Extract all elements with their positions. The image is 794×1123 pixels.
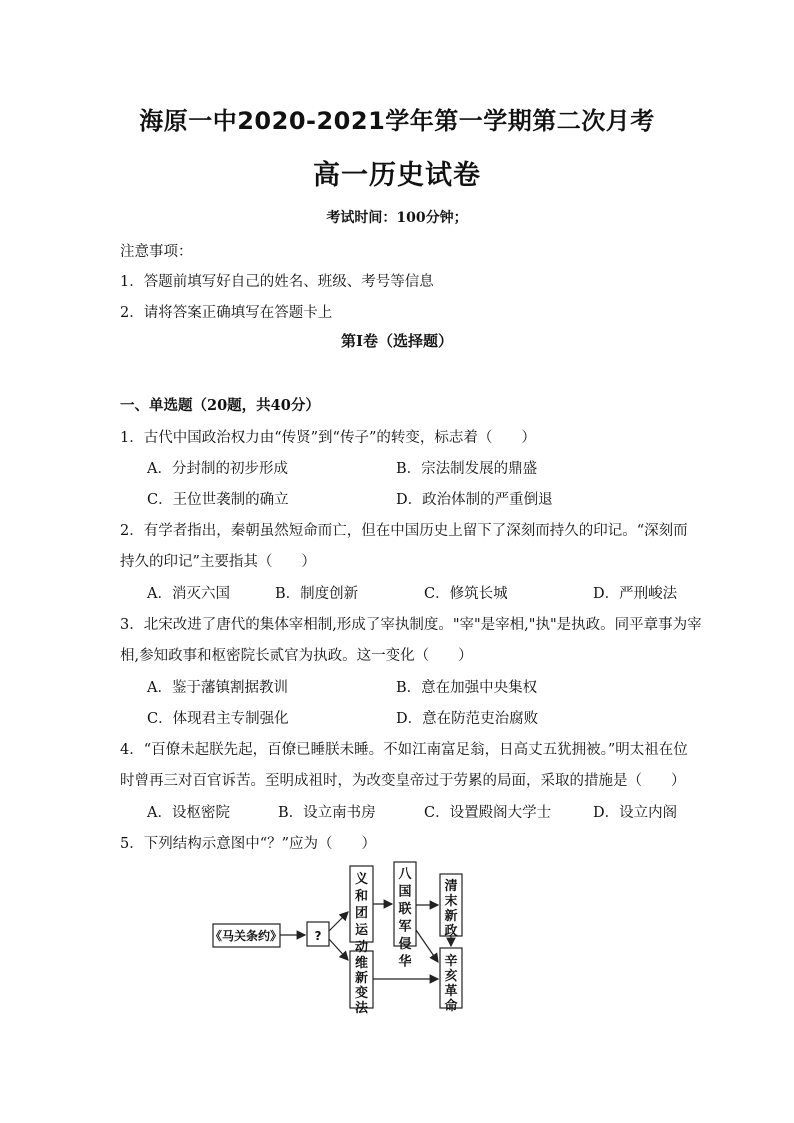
arrow — [329, 912, 348, 931]
exam-subtitle: 高一历史试卷 — [313, 160, 481, 191]
box-unknown-label: ? — [314, 929, 322, 943]
note-item: 2．请将答案正确填写在答题卡上 — [120, 305, 333, 321]
note-item: 1．答题前填写好自己的姓名、班级、考号等信息 — [120, 274, 434, 290]
question-4-option-b: B．设立南书房 — [278, 805, 376, 821]
box-treaty-label: 《马关条约》 — [209, 929, 283, 943]
question-1-option-b: B．宗法制发展的鼎盛 — [396, 461, 538, 477]
question-4-option-c: C．设置殿阁大学士 — [424, 805, 552, 821]
question-2-option-d: D．严刑峻法 — [593, 586, 678, 602]
question-4-stem: 4．“百僚未起朕先起，百僚已睡朕未睡。不如江南富足翁，日高丈五犹拥被。”明太祖在位 — [120, 742, 688, 758]
exam-title: 海原一中2020-2021学年第一学期第二次月考 — [139, 107, 655, 135]
exam-time: 考试时间：100分钟； — [326, 210, 468, 226]
question-3-option-b: B．意在加强中央集权 — [396, 680, 538, 696]
box-boxer-label: 义和团运动 — [354, 872, 369, 955]
question-4-option-a: A．设枢密院 — [147, 805, 230, 821]
question-3-option-d: D．意在防范吏治腐败 — [396, 711, 539, 727]
question-1-option-a: A．分封制的初步形成 — [147, 461, 288, 477]
question-1-stem: 1．古代中国政治权力由“传贤”到“传子”的转变，标志着（ ） — [120, 430, 536, 446]
question-3-stem: 3．北宋改进了唐代的集体宰相制,形成了宰执制度。"宰"是宰相,"执"是执政。同平章事为宰 — [120, 617, 702, 633]
question-2-option-c: C．修筑长城 — [424, 586, 508, 602]
box-newpolicy-label: 清末新政 — [444, 879, 458, 939]
arrow — [329, 939, 348, 960]
question-4-stem: 时曾再三对百官诉苦。至明成祖时，为改变皇帝过于劳累的局面，采取的措施是（ ） — [120, 773, 686, 789]
section-title: 第I卷（选择题） — [340, 332, 454, 350]
question-3-stem: 相,参知政事和枢密院长贰官为执政。这一变化（ ） — [120, 648, 473, 664]
question-2-stem: 2．有学者指出，秦朝虽然短命而亡，但在中国历史上留下了深刻而持久的印记。“深刻而 — [120, 523, 688, 539]
question-2-option-b: B．制度创新 — [275, 586, 359, 602]
question-1-option-d: D．政治体制的严重倒退 — [396, 492, 553, 508]
question-4-option-d: D．设立内阁 — [593, 805, 678, 821]
box-revolution-label: 辛亥革命 — [444, 954, 458, 1014]
box-reform-label: 维新变法 — [354, 956, 369, 1016]
question-5-stem: 5．下列结构示意图中“？”应为（ ） — [120, 836, 377, 852]
notes-heading: 注意事项： — [120, 244, 193, 260]
box-allied-label: 八国联军侵华 — [398, 867, 412, 970]
question-2-stem: 持久的印记”主要指其（ ） — [120, 554, 316, 570]
question-1-option-c: C．王位世袭制的确立 — [147, 492, 289, 508]
question-3-option-c: C．体现君主专制强化 — [147, 711, 289, 727]
part-title: 一、单选题（20题，共40分） — [120, 397, 320, 414]
arrow — [416, 930, 438, 962]
question-3-option-a: A．鉴于藩镇割据教训 — [147, 680, 288, 696]
question-2-option-a: A．消灭六国 — [147, 586, 230, 602]
